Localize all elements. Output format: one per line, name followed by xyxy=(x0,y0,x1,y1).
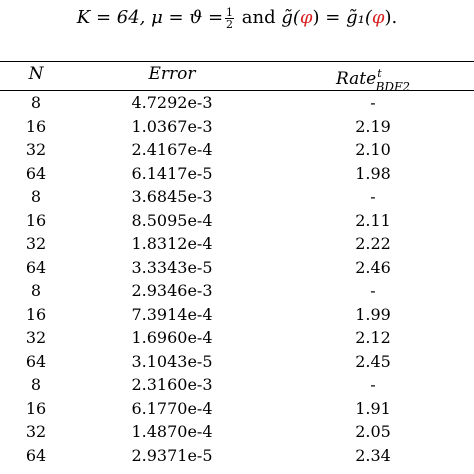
cell-rate: 2.19 xyxy=(355,116,391,136)
cell-error: 3.3343e-5 xyxy=(131,257,213,277)
cell-n: 8 xyxy=(30,281,42,300)
caption-phi-1: φ xyxy=(299,7,313,28)
table-row xyxy=(0,350,474,374)
fraction-denominator: 2 xyxy=(226,17,234,31)
table-row xyxy=(0,162,474,186)
header-rate xyxy=(272,62,474,94)
table-row xyxy=(0,91,474,115)
cell-n: 16 xyxy=(25,398,47,418)
header-n: N xyxy=(28,64,44,84)
cell-error: 1.0367e-3 xyxy=(131,116,213,136)
cell-n: 32 xyxy=(25,140,47,159)
cell-error: 1.6960e-4 xyxy=(131,328,213,347)
cell-n: 32 xyxy=(25,328,47,347)
table-row xyxy=(0,256,474,280)
cell-rate: 2.34 xyxy=(355,445,391,465)
cell-rate: 2.10 xyxy=(355,140,391,159)
table-body xyxy=(0,91,474,467)
header-rate-base: Rate xyxy=(335,69,377,89)
cell-rate: 1.91 xyxy=(355,398,391,418)
cell-n: 16 xyxy=(25,304,47,324)
table-row xyxy=(0,115,474,139)
table-row xyxy=(0,397,474,421)
cell-rate: 2.11 xyxy=(355,210,391,230)
table-row xyxy=(0,209,474,233)
table-row xyxy=(0,185,474,209)
cell-n: 16 xyxy=(25,210,47,230)
cell-rate: - xyxy=(370,93,376,112)
cell-n: 8 xyxy=(30,375,42,394)
cell-rate: 2.05 xyxy=(355,422,391,441)
cell-error: 1.4870e-4 xyxy=(131,422,213,441)
cell-n: 64 xyxy=(25,445,47,465)
cell-error: 6.1770e-4 xyxy=(131,398,213,418)
caption-and: and xyxy=(241,7,276,28)
cell-rate: 1.98 xyxy=(355,163,391,183)
cell-rate: 2.12 xyxy=(355,328,391,347)
header-rate-sup: t xyxy=(377,67,382,80)
cell-n: 8 xyxy=(30,93,42,112)
cell-n: 32 xyxy=(25,422,47,441)
header-error: Error xyxy=(148,64,196,84)
cell-error: 8.5095e-4 xyxy=(131,210,213,230)
table-row xyxy=(0,303,474,327)
cell-rate: - xyxy=(370,187,376,206)
cell-rate: 2.45 xyxy=(355,351,391,371)
cell-n: 64 xyxy=(25,163,47,183)
cell-rate: 1.99 xyxy=(355,304,391,324)
table-row xyxy=(0,373,474,397)
caption-end: ). xyxy=(384,7,398,28)
table-row xyxy=(0,138,474,162)
cell-rate: - xyxy=(370,281,376,300)
table-row xyxy=(0,232,474,256)
table-row xyxy=(0,279,474,303)
cell-rate: 2.46 xyxy=(355,257,391,277)
cell-error: 1.8312e-4 xyxy=(131,234,213,253)
cell-error: 2.9371e-5 xyxy=(131,445,213,465)
cell-error: 4.7292e-3 xyxy=(131,93,213,112)
caption-fraction xyxy=(225,7,234,30)
cell-n: 8 xyxy=(30,187,42,206)
table-row xyxy=(0,420,474,444)
cell-n: 64 xyxy=(25,351,47,371)
cell-error: 7.3914e-4 xyxy=(131,304,213,324)
header-rate-sub: BDF2 xyxy=(375,80,411,94)
cell-error: 6.1417e-5 xyxy=(131,163,213,183)
cell-error: 3.6845e-3 xyxy=(131,187,213,206)
cell-error: 2.9346e-3 xyxy=(131,281,213,300)
caption-phi-2: φ xyxy=(371,7,385,28)
cell-error: 3.1043e-5 xyxy=(131,351,213,371)
cell-rate: - xyxy=(370,375,376,394)
cell-rate: 2.22 xyxy=(355,234,391,253)
table-row xyxy=(0,444,474,468)
caption-eq: ) = xyxy=(312,7,341,28)
caption-g-rhs: g̃₁( xyxy=(346,7,372,28)
cell-n: 16 xyxy=(25,116,47,136)
cell-n: 64 xyxy=(25,257,47,277)
table-caption xyxy=(0,4,474,32)
caption-mu-theta: μ = ϑ = xyxy=(151,7,224,28)
cell-error: 2.3160e-3 xyxy=(131,375,213,394)
fraction-numerator: 1 xyxy=(226,5,234,19)
caption-g-lhs: g̃( xyxy=(281,7,300,28)
table-row xyxy=(0,326,474,350)
cell-error: 2.4167e-4 xyxy=(131,140,213,159)
cell-n: 32 xyxy=(25,234,47,253)
caption-k: K = 64, xyxy=(76,7,146,28)
